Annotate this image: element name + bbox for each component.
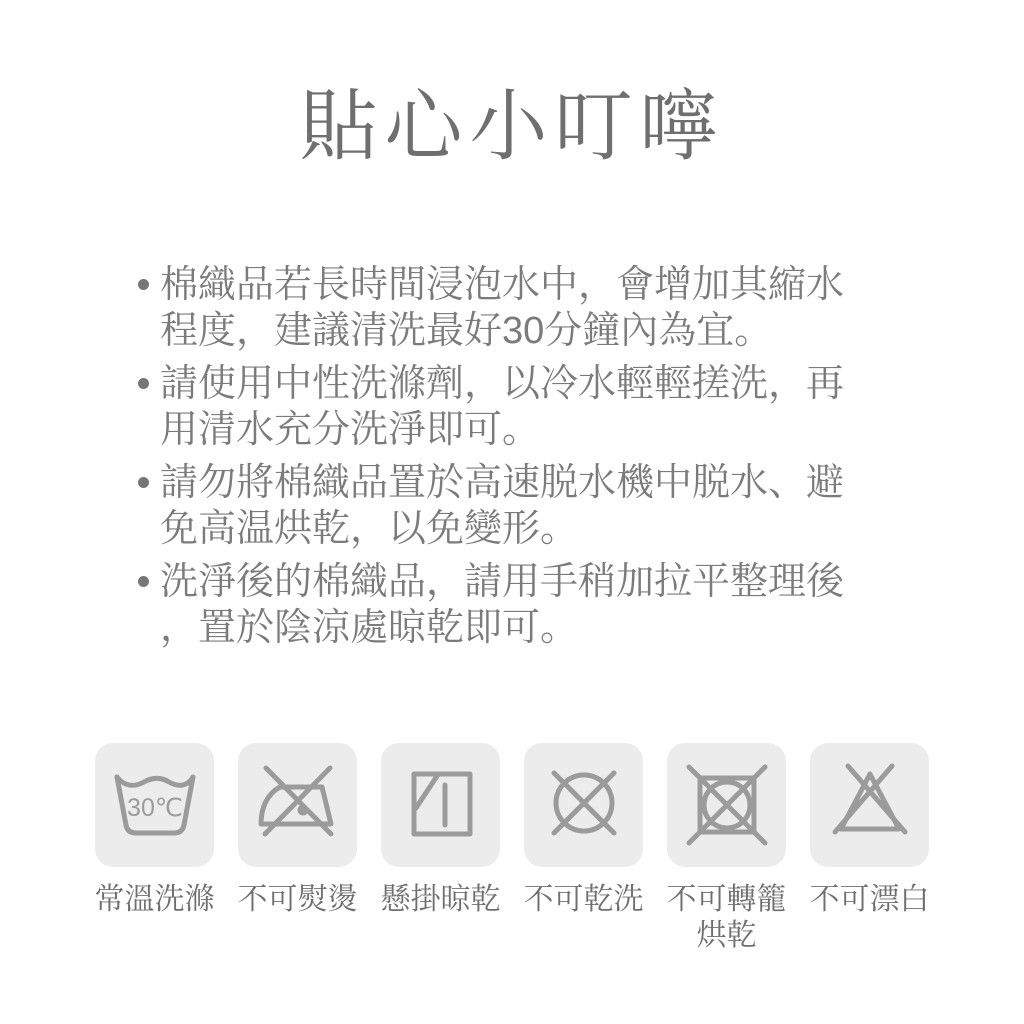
list-item	[138, 559, 852, 651]
care-symbol-no-bleach	[810, 743, 929, 918]
list-item	[138, 361, 852, 453]
care-symbol-no-iron	[238, 743, 357, 918]
no-bleach-icon	[818, 753, 922, 857]
wash-temperature-text: 30℃	[126, 794, 183, 823]
symbol-label: 不可乾洗	[523, 883, 644, 917]
symbol-label: 不可熨燙	[237, 883, 358, 917]
symbol-card	[524, 743, 643, 867]
symbol-card	[238, 743, 357, 867]
no-iron-icon	[246, 753, 350, 857]
care-symbols-row	[0, 743, 1024, 954]
symbol-label: 不可漂白	[809, 883, 930, 917]
bullet-dot-icon	[138, 279, 149, 290]
symbol-label: 常溫洗滌	[94, 883, 215, 917]
care-symbol-no-dry-clean	[524, 743, 643, 918]
symbol-card	[381, 743, 500, 867]
bullet-dot-icon	[138, 576, 149, 587]
tip-text: 請勿將棉織品置於高速脱水機中脱水、避免高温烘乾，以免變形。	[160, 462, 845, 551]
page-title: 貼心小叮嚀	[299, 82, 725, 170]
symbol-label: 懸掛晾乾	[380, 883, 501, 917]
care-symbol-hang-dry	[381, 743, 500, 918]
symbol-card	[95, 743, 214, 867]
symbol-card	[667, 743, 786, 867]
bullet-dot-icon	[138, 477, 149, 488]
no-tumble-dry-icon	[675, 753, 779, 857]
wash-basin-30c-icon	[103, 753, 207, 857]
hang-dry-icon	[389, 753, 493, 857]
list-item	[138, 460, 852, 552]
bullet-dot-icon	[138, 378, 149, 389]
care-symbol-no-tumble-dry	[667, 743, 786, 954]
care-tips-list	[138, 262, 852, 651]
no-dry-clean-icon	[532, 753, 636, 857]
care-symbol-wash-30c	[95, 743, 214, 918]
tip-text: 請使用中性洗滌劑，以冷水輕輕搓洗，再用清水充分洗淨即可。	[160, 363, 845, 452]
tip-text: 洗淨後的棉織品，請用手稍加拉平整理後，置於陰涼處晾乾即可。	[160, 561, 845, 650]
symbol-label: 不可轉籠烘乾	[666, 883, 787, 953]
tip-text: 棉織品若長時間浸泡水中，會增加其縮水程度，建議清洗最好30分鐘內為宜。	[160, 264, 845, 353]
list-item	[138, 262, 852, 354]
symbol-card	[810, 743, 929, 867]
